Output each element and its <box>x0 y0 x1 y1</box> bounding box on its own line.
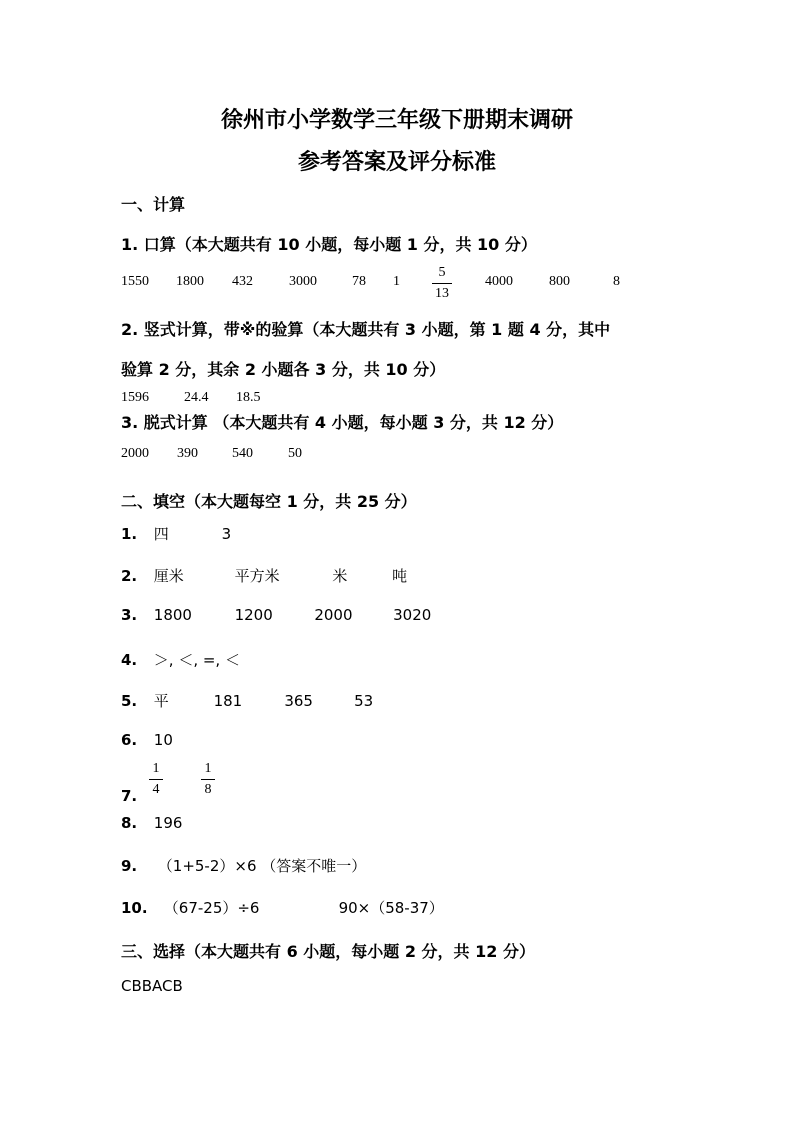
fraction-numerator: 1 <box>152 761 160 776</box>
item-number: 10. <box>121 899 148 917</box>
item-number: 6. <box>121 731 138 749</box>
answer-fraction <box>432 265 452 302</box>
fraction-denominator: 13 <box>435 286 449 301</box>
answer-value: 厘米 <box>153 567 184 585</box>
answer-value: 1550 <box>121 274 149 289</box>
section-3-heading: 三、选择（本大题共有 6 小题，每小题 2 分，共 12 分） <box>121 942 535 961</box>
item-number: 7. <box>121 787 138 805</box>
fill-item-8 <box>121 814 182 832</box>
fill-item-9 <box>121 855 366 876</box>
answer-value: 181 <box>213 692 243 710</box>
answer-value: 3 <box>221 525 232 543</box>
q3-heading: 3. 脱式计算 （本大题共有 4 小题，每小题 3 分，共 12 分） <box>121 413 564 432</box>
answer-value: ＞, ＜, =, ＜ <box>153 651 240 669</box>
fraction-numerator: 1 <box>204 761 212 776</box>
answer-fraction <box>149 761 163 798</box>
fraction-denominator: 8 <box>204 782 212 797</box>
section-2-heading: 二、填空（本大题每空 1 分，共 25 分） <box>121 492 417 511</box>
choice-answers: CBBACB <box>121 977 183 995</box>
fill-item-3 <box>121 606 431 624</box>
answer-value: 1800 <box>153 606 192 624</box>
item-number: 4. <box>121 651 138 669</box>
q2-heading-line1: 2. 竖式计算，带※的验算（本大题共有 3 小题，第 1 题 4 分，其中 <box>121 320 611 339</box>
answer-value: 米 <box>332 567 348 585</box>
answer-value: 8 <box>613 274 620 289</box>
section-1-heading: 一、计算 <box>121 195 186 214</box>
answer-value: 24.4 <box>184 390 209 405</box>
q2-heading-line2: 验算 2 分，其余 2 小题各 3 分，共 10 分） <box>121 360 446 379</box>
fill-item-6 <box>121 731 173 749</box>
item-number: 2. <box>121 567 138 585</box>
answer-value: 1596 <box>121 390 149 405</box>
fill-item-2 <box>121 565 407 586</box>
item-number: 1. <box>121 525 138 543</box>
answer-value: 365 <box>284 692 313 710</box>
answer-value: （67-25）÷6 <box>163 899 260 917</box>
answer-value: 1800 <box>176 274 204 289</box>
answer-value: （1+5-2）×6 （答案不唯一） <box>157 857 367 875</box>
answer-value: 10 <box>153 731 173 749</box>
item-number: 9. <box>121 857 138 875</box>
answer-value: 53 <box>354 692 374 710</box>
fill-item-10 <box>121 897 444 918</box>
item-number: 8. <box>121 814 138 832</box>
answer-value: 800 <box>549 274 570 289</box>
item-number: 5. <box>121 692 138 710</box>
answer-value: 3000 <box>289 274 317 289</box>
answer-value: 540 <box>232 446 253 461</box>
answer-value: 78 <box>352 274 366 289</box>
answer-value: 50 <box>288 446 302 461</box>
q1-heading: 1. 口算（本大题共有 10 小题，每小题 1 分，共 10 分） <box>121 235 537 254</box>
answer-value: 432 <box>232 274 253 289</box>
fill-item-1 <box>121 523 231 544</box>
answer-value: 平 <box>153 692 169 710</box>
fill-item-5 <box>121 690 373 711</box>
answer-value: 1200 <box>234 606 273 624</box>
answer-value: 1 <box>393 274 400 289</box>
answer-value: 四 <box>153 525 169 543</box>
answer-value: 3020 <box>393 606 432 624</box>
answer-value: 4000 <box>485 274 513 289</box>
answer-value: 平方米 <box>234 567 280 585</box>
answer-value: 2000 <box>121 446 149 461</box>
item-number: 3. <box>121 606 138 624</box>
document-title: 徐州市小学数学三年级下册期末调研 <box>220 108 573 133</box>
fill-item-4 <box>121 649 240 670</box>
document-subtitle: 参考答案及评分标准 <box>297 150 496 175</box>
answer-value: 2000 <box>314 606 353 624</box>
answer-value: 18.5 <box>236 390 261 405</box>
fraction-numerator: 5 <box>438 265 446 280</box>
answer-fraction <box>201 761 215 798</box>
answer-value: 吨 <box>392 567 408 585</box>
answer-value: 90×（58-37） <box>338 899 444 917</box>
answer-value: 196 <box>153 814 183 832</box>
fill-item-7 <box>121 787 149 805</box>
answer-value: 390 <box>177 446 198 461</box>
fraction-denominator: 4 <box>152 782 160 797</box>
